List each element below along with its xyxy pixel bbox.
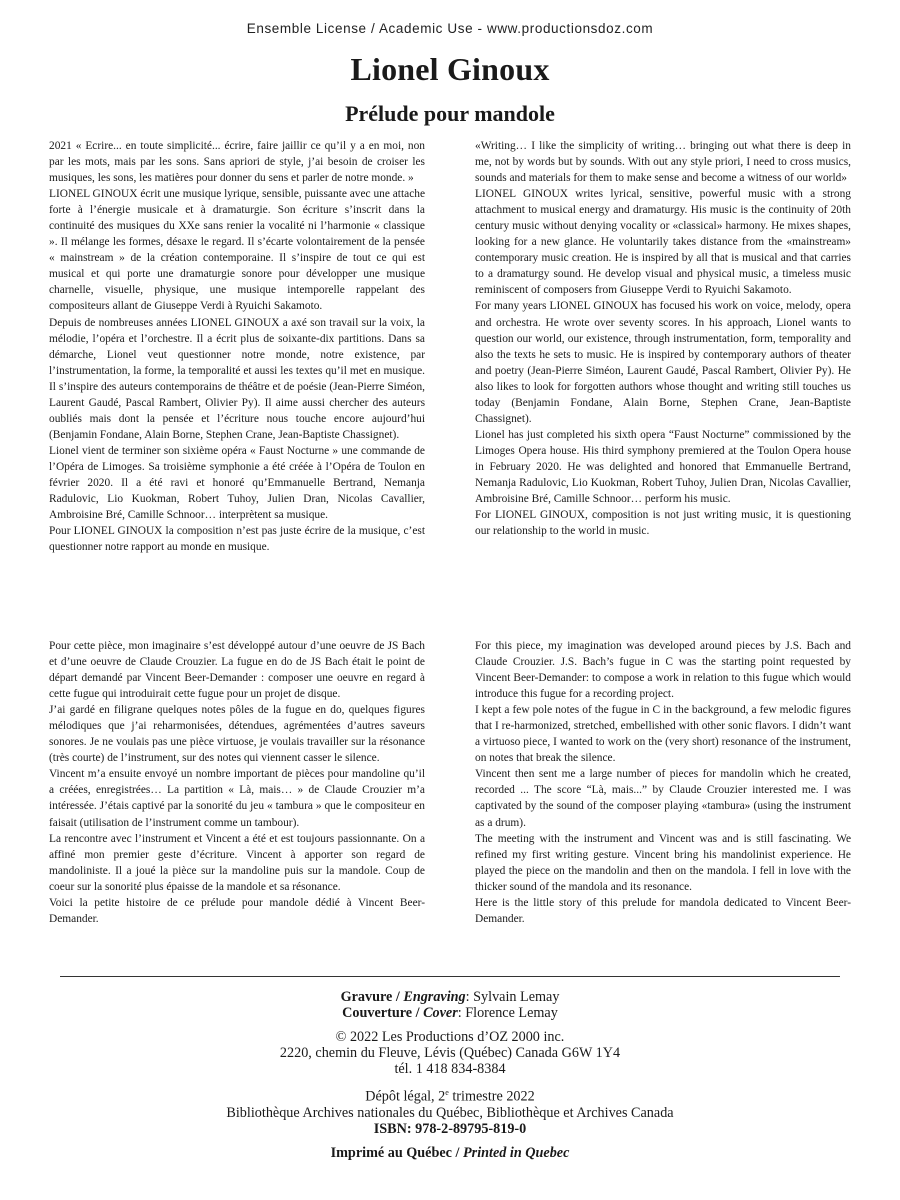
paragraph: For LIONEL GINOUX, composition is not just writing music, it is questioning our relationship to the world in music. [475, 509, 851, 538]
paragraph: LIONEL GINOUX écrit une musique lyrique, sensible, puissante avec une attache forte à l’énergie musicale et à dramaturgie. Son écriture s’inscrit dans la continuité des musiques du XXe sans renier la vocalité ni l’harmonie « classique ». Il mélange les formes, désaxe le regard. Il s’écarte volontairement de la pensée « mainstream » de la création contemporaine. Il s’inspire de tout ce qui est musical et qui porte une dramaturgie sonore pour développer une musique charnelle, visuelle, physique, une musique intemporelle rappelant des compositeurs allant de Giuseppe Verdi à Ryuichi Sakamoto. [49, 188, 425, 313]
paragraph: For many years LIONEL GINOUX has focused his work on voice, melody, opera and orchestra. He wrote over seventy scores. In his approach, Lionel wants to question our world, our existence, through instrumentation, form, temporality and also the texts he sets to music. He is inspired by contemporary authors of theater and poetry (Jean-Pierre Siméon, Laurent Gaudé, Pascal Rambert, Olivier Py). He also likes to look for forgotten authors whose thought and writing still touches us today (Benjamin Fondane, Alain Borne, Stephen Crane, Jean-Baptiste Chassignet). [475, 300, 851, 425]
paragraph: Lionel has just completed his sixth opera “Faust Nocturne” commissioned by the Limoges Opera house. His third symphony premiered at the Toulon Opera house in February 2020. He was delighted and honored that Emmanuelle Bertrand, Nemanja Radulovic, Lio Kuokman, Robert Tuhoy, Julien Dran, Nicolas Cavallier, Ambroisine Bré, Camille Schnoor… perform his music. [475, 428, 851, 506]
cover-credit: Couverture / Cover: Florence Lemay [342, 1005, 558, 1021]
printed-in: Imprimé au Québec / Printed in Quebec [330, 1144, 570, 1161]
paragraph: Lionel vient de terminer son sixième opéra « Faust Nocturne » une commande de l’Opéra de Limoges. Sa troisième symphonie a été créée à l’Opéra de Toulon en février 2020. Il a été ravi et honoré qu’Emmanuelle Bertrand, Nemanja Radulovic, Lio Kuokman, Robert Tuhoy, Julien Dran, Nicolas Cavallier, Ambroisine Bré, Camille Schnoor… interprètent sa musique. [49, 444, 425, 522]
credits-block [0, 989, 900, 1161]
phone: tél. 1 418 834-8384 [394, 1061, 506, 1077]
address: 2220, chemin du Fleuve, Lévis (Québec) Canada G6W 1Y4 [279, 1045, 621, 1061]
paragraph: LIONEL GINOUX writes lyrical, sensitive, powerful music with a strong attachment to musical energy and dramaturgy. His music is the continuity of 20th century music without denying vocality or «classical» harmony. He mixes shapes, looking for a new glance. He voluntarily takes distance from the «mainstream» contemporary music creation. He is inspired by all that is musical and that carries to a dramaturgy sound. He develop visual and physical music, a timeless music reminiscent of composers from Giuseppe Verdi to Ryuichi Sakamoto. [475, 188, 851, 297]
paragraph: For this piece, my imagination was developed around pieces by J.S. Bach and Claude Crouzier. J.S. Bach’s fugue in C was the starting point requested by Vincent Beer-Demander: to compose a work in relation to this fugue which would introduce this fugue for a recording project. [475, 640, 851, 701]
paragraph: Vincent then sent me a large number of pieces for mandolin which he created, recorded ... The score “Là, mais...” by Claude Crouzier interested me. I was captivated by the sound of the composer playing «tambura» (using the instrument as a drum). [475, 768, 851, 829]
engraving-credit: Gravure / Engraving: Sylvain Lemay [340, 989, 560, 1005]
divider [60, 976, 840, 977]
copyright: © 2022 Les Productions d’OZ 2000 inc. [335, 1029, 565, 1045]
piece-title: Prélude pour mandole [345, 101, 555, 126]
paragraph: Pour LIONEL GINOUX la composition n’est pas juste écrire de la musique, c’est questionner notre rapport au monde en musique. [49, 525, 425, 554]
paragraph: Vincent m’a ensuite envoyé un nombre important de pièces pour mandoline qu’il a créées, enregistrées… La partition « Là, mais… » de Claude Crouzier m’a intéressée. J’étais captivé par la sonorité du jeu « tambura » que le compositeur en faisait (utilisation de l’instrument comme un tambour). [49, 768, 425, 829]
french-biography [49, 138, 425, 555]
libraries: Bibliothèque Archives nationales du Québec, Bibliothèque et Archives Canada [226, 1104, 674, 1121]
paragraph: La rencontre avec l’instrument et Vincent a été et est toujours passionnante. On a affiné mon premier geste d’écriture. Vincent à apporter son regard de mandoliniste. Il a joué la pièce sur la mandoline puis sur la mandole. Coup de coeur sur la sonorité plus épaisse de la mandole et sa résonance. [49, 832, 425, 893]
paragraph: Depuis de nombreuses années LIONEL GINOUX a axé son travail sur la voix, la mélodie, l’opéra et l’orchestre. Il a écrit plus de soixante-dix partitions. Dans sa démarche, Lionel veut questionner notre monde, notre existence, par l’instrumentation, la forme, la temporalité et aussi les textes qu’il met en musique. Il s’inspire des auteurs contemporains de théâtre et de poésie (Jean-Pierre Siméon, Laurent Gaudé, Pascal Rambert, Olivier Py). Il aime aussi chercher des auteurs oubliés mais dont la pensée et l’écriture nous touche encore aujourd’hui (Benjamin Fondane, Alain Borne, Stephen Crane, Jean-Baptiste Chassignet). [49, 316, 425, 441]
english-piece-notes [475, 638, 851, 927]
paragraph: Here is the little story of this prelude for mandola dedicated to Vincent Beer-Demander. [475, 896, 851, 925]
license-header: Ensemble License / Academic Use - www.productionsdoz.com [246, 21, 654, 36]
isbn: ISBN: 978-2-89795-819-0 [373, 1120, 527, 1137]
french-piece-notes [49, 638, 425, 927]
paragraph: I kept a few pole notes of the fugue in C in the background, a few melodic figures that I re-harmonized, stretched, embellished with other sonic flavors. I didn’t want a virtuoso piece, I wanted to work on the (very short) resonance of the instrument, on notes that break the silence. [475, 704, 851, 765]
paragraph: The meeting with the instrument and Vincent was and is still fascinating. We refined my first writing gesture. Vincent bring his mandolinist experience. He played the piece on the mandolin and then on the mandola. I fell in love with the thicker sound of the mandola and its resonance. [475, 832, 851, 893]
paragraph: Pour cette pièce, mon imaginaire s’est développé autour d’une oeuvre de JS Bach et d’une oeuvre de Claude Crouzier. La fugue en do de JS Bach était le point de départ demandé par Vincent Beer-Demander : composer une oeuvre en regard à cette fugue qui introduirait cette fugue pour un projet de disque. [49, 640, 425, 701]
paragraph: «Writing… I like the simplicity of writing… bringing out what there is deep in me, not by words but by sounds. With out any style priori, I need to cross musics, sounds and materials for them to make sense and become a witness of our world» [475, 140, 851, 185]
paragraph: 2021 « Ecrire... en toute simplicité... écrire, faire jaillir ce qu’il y a en moi, non par les mots, mais par les sons. Sans apriori de style, j’ai besoin de croiser les musiques, les sons, les matières pour donner du sens et parler de notre monde. » [49, 140, 425, 185]
paragraph: J’ai gardé en filigrane quelques notes pôles de la fugue en do, quelques figures mélodiques que j’ai reharmonisées, détendues, agrémentées d’autres saveurs sonores. Je ne voulais pas une pièce virtuose, je voulais travailler sur la résonance (très courte) de l’instrument, sur des notes qui viennent casser le silence. [49, 704, 425, 765]
legal-deposit: Dépôt légal, 2e trimestre 2022 [365, 1088, 535, 1105]
paragraph: Voici la petite histoire de ce prélude pour mandole dédié à Vincent Beer-Demander. [49, 896, 425, 925]
english-biography [475, 138, 851, 539]
composer-name: Lionel Ginoux [350, 51, 550, 87]
